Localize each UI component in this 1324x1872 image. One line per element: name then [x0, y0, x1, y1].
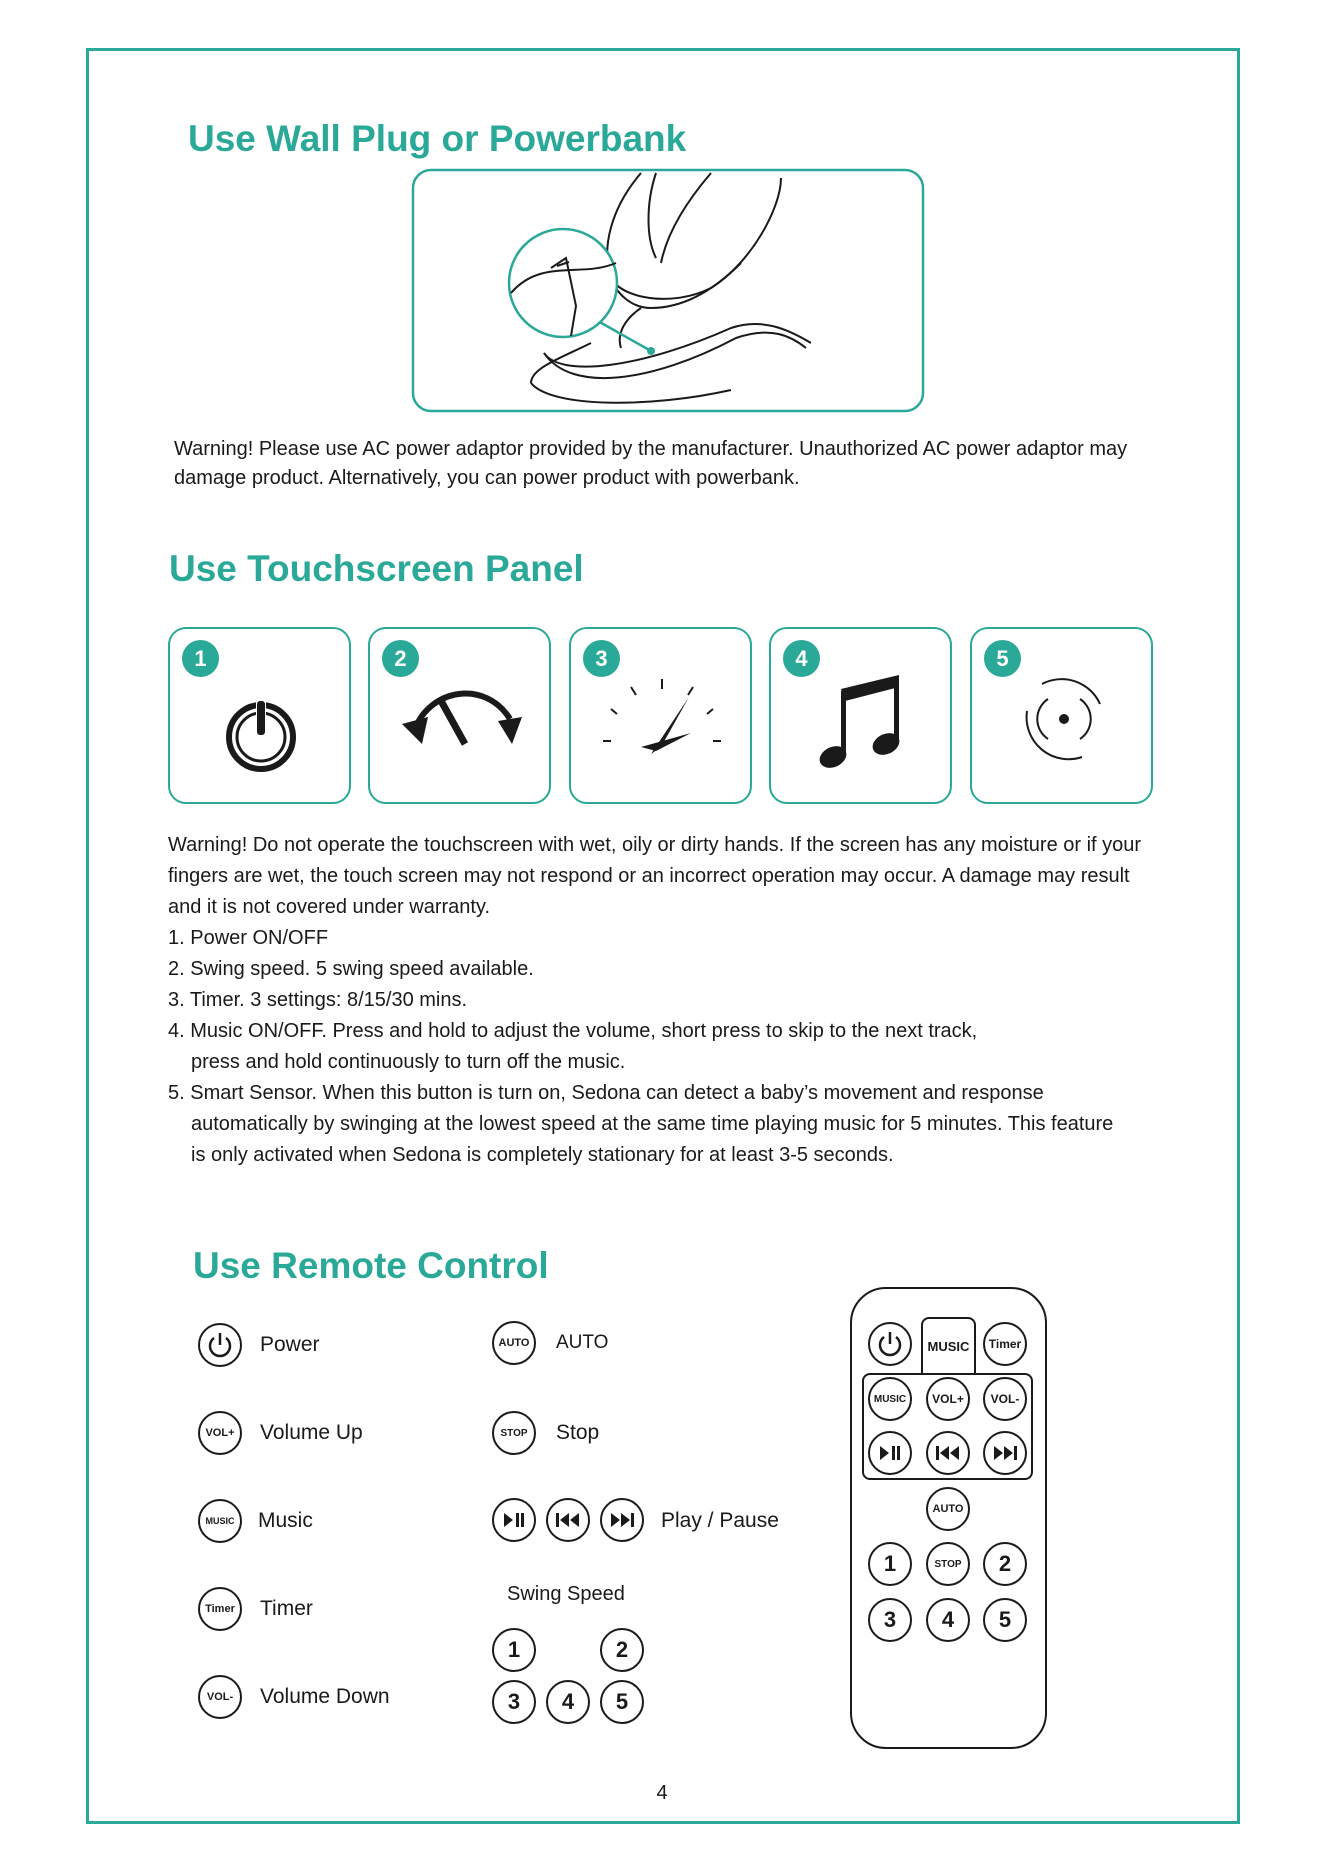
remote-4-button: 4	[926, 1598, 970, 1642]
legend-auto-button: AUTO	[492, 1321, 536, 1365]
previous-track-icon	[935, 1445, 961, 1461]
legend-label: Play / Pause	[661, 1509, 779, 1532]
legend-label: Timer	[260, 1597, 313, 1620]
power-icon	[875, 1329, 905, 1359]
legend-label: Music	[258, 1509, 313, 1532]
legend-speed-4-button: 4	[546, 1680, 590, 1724]
legend-power-button	[198, 1323, 242, 1367]
power-icon	[205, 1330, 235, 1360]
legend-stop-button: STOP	[492, 1411, 536, 1455]
heading-wall-plug: Use Wall Plug or Powerbank	[188, 118, 687, 159]
music-note-icon	[771, 629, 954, 806]
legend-label: AUTO	[556, 1332, 609, 1353]
remote-auto-button: AUTO	[926, 1487, 970, 1531]
remote-vol-up-button: VOL+	[926, 1377, 970, 1421]
panel-number-badge: 3	[583, 640, 620, 677]
legend-music-button: MUSIC	[198, 1499, 242, 1543]
legend-label: Power	[260, 1333, 320, 1356]
legend-vol-up-button: VOL+	[198, 1411, 242, 1455]
panel-number-badge: 5	[984, 640, 1021, 677]
legend-speed-3-button: 3	[492, 1680, 536, 1724]
touchscreen-warning: Warning! Do not operate the touchscreen with wet, oily or dirty hands. If the screen has any moisture or if your fingers are wet, the touch screen may not respond or an incorrect operation may occur. A damage may result and it is not covered under warranty.	[168, 834, 1142, 918]
legend-label: Volume Down	[260, 1685, 390, 1708]
smart-sensor-icon	[972, 629, 1155, 806]
legend-speed-5-button: 5	[600, 1680, 644, 1724]
remote-play-pause-button	[868, 1431, 912, 1475]
list-item: 3. Timer. 3 settings: 8/15/30 mins.	[168, 989, 468, 1011]
play-pause-icon	[879, 1445, 901, 1461]
remote-power-button	[868, 1322, 912, 1366]
panel-music	[769, 627, 952, 804]
timer-icon	[571, 629, 754, 806]
panel-swing-speed	[368, 627, 551, 804]
power-icon	[170, 629, 353, 806]
panel-number-badge: 1	[182, 640, 219, 677]
list-item: 1. Power ON/OFF	[168, 927, 329, 949]
remote-stop-button: STOP	[926, 1542, 970, 1586]
remote-music-tab: MUSIC	[921, 1317, 976, 1373]
remote-music-button: MUSIC	[868, 1377, 912, 1421]
remote-3-button: 3	[868, 1598, 912, 1642]
swing-speed-icon	[370, 629, 553, 806]
list-item-continuation: is only activated when Sedona is completely stationary for at least 3-5 seconds.	[191, 1144, 894, 1166]
panel-number-badge: 4	[783, 640, 820, 677]
list-item: 5. Smart Sensor. When this button is turn on, Sedona can detect a baby’s movement and response	[168, 1082, 1044, 1104]
panel-number-badge: 2	[382, 640, 419, 677]
remote-2-button: 2	[983, 1542, 1027, 1586]
legend-next-button	[600, 1498, 644, 1542]
remote-5-button: 5	[983, 1598, 1027, 1642]
previous-track-icon	[555, 1512, 581, 1528]
legend-label: Volume Up	[260, 1421, 363, 1444]
remote-vol-down-button: VOL-	[983, 1377, 1027, 1421]
panel-timer	[569, 627, 752, 804]
next-track-icon	[992, 1445, 1018, 1461]
touchscreen-function-list	[168, 923, 1168, 1171]
legend-speed-2-button: 2	[600, 1628, 644, 1672]
remote-timer-button: Timer	[983, 1322, 1027, 1366]
panel-power	[168, 627, 351, 804]
legend-speed-1-button: 1	[492, 1628, 536, 1672]
remote-1-button: 1	[868, 1542, 912, 1586]
heading-touchscreen: Use Touchscreen Panel	[169, 548, 584, 589]
legend-label: Stop	[556, 1421, 600, 1444]
list-item-continuation: automatically by swinging at the lowest speed at the same time playing music for 5 minutes. This feature	[191, 1113, 1114, 1135]
legend-timer-button: Timer	[198, 1587, 242, 1631]
legend-vol-down-button: VOL-	[198, 1675, 242, 1719]
legend-play-pause-button	[492, 1498, 536, 1542]
list-item: 4. Music ON/OFF. Press and hold to adjust the volume, short press to skip to the next track,	[168, 1020, 978, 1042]
next-track-icon	[609, 1512, 635, 1528]
swing-speed-label: Swing Speed	[507, 1583, 625, 1605]
play-pause-icon	[503, 1512, 525, 1528]
remote-previous-button	[926, 1431, 970, 1475]
wall-plug-illustration	[411, 168, 925, 413]
remote-next-button	[983, 1431, 1027, 1475]
page-number: 4	[656, 1782, 668, 1804]
list-item: 2. Swing speed. 5 swing speed available.	[168, 958, 534, 980]
heading-remote: Use Remote Control	[193, 1245, 549, 1286]
list-item-continuation: press and hold continuously to turn off the music.	[191, 1051, 626, 1073]
wall-plug-warning: Warning! Please use AC power adaptor provided by the manufacturer. Unauthorized AC power adaptor may damage product. Alternatively, you can power product with powerbank.	[174, 438, 1128, 489]
panel-smart-sensor	[970, 627, 1153, 804]
legend-previous-button	[546, 1498, 590, 1542]
